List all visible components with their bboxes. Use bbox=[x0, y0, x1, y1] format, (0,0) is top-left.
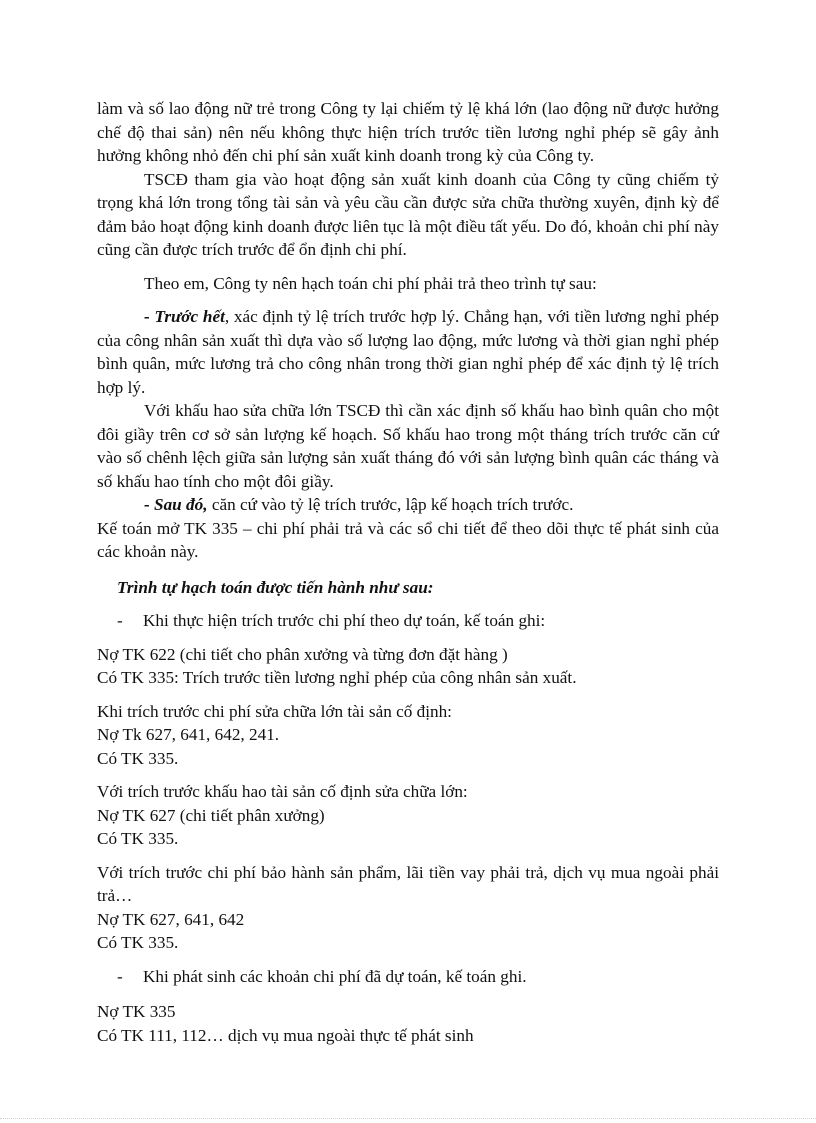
dash-bullet: - bbox=[117, 966, 123, 986]
paragraph-1: làm và số lao động nữ trẻ trong Công ty lại chiếm tỷ lệ khá lớn (lao động nữ được hưởng chế độ thai sản) nên nếu không thực hiện trích trước tiền lương nghỉ phép sẽ gây ảnh hưởng không nhỏ đến chi phí sản xuất kinh doanh trong kỳ của Công ty. bbox=[97, 99, 719, 165]
paragraph-6-lead: - Sau đó, bbox=[144, 495, 208, 514]
entry-5-credit: Có TK 111, 112… dịch vụ mua ngoài thực tế phát sinh bbox=[97, 1025, 474, 1045]
entry-1-text: Khi thực hiện trích trước chi phí theo dự toán, kế toán ghi: bbox=[143, 611, 546, 630]
entry-4-credit: Có TK 335. bbox=[97, 933, 179, 952]
dash-bullet: - bbox=[117, 611, 123, 630]
entry-4-debit: Nợ TK 627, 641, 642 bbox=[97, 909, 245, 929]
paragraph-6-text: căn cứ vào tỷ lệ trích trước, lập kế hoạch trích trước. bbox=[207, 495, 574, 514]
entry-5-line bbox=[97, 965, 719, 989]
paragraph-3: Theo em, Công ty nên hạch toán chi phí phải trả theo trình tự sau: bbox=[144, 273, 597, 293]
paragraph-2: TSCĐ tham gia vào hoạt động sản xuất kinh doanh của Công ty cũng chiếm tỷ trọng khá lớn trong tổng tài sản và yêu cầu cần được sửa chữa thường xuyên, định kỳ để đảm bảo hoạt động kinh doanh được liên tục là một điều tất yếu. Do đó, khoản chi phí này cũng cần được trích trước để ổn định chi phí. bbox=[97, 169, 719, 259]
paragraph-4-lead: - Trước hết bbox=[144, 307, 225, 326]
paragraph-4-text: , xác định tỷ lệ trích trước hợp lý. Chẳng hạn, với tiền lương nghỉ phép của công nhân sản xuất thì dựa vào số lượng lao động, mức lương và thời gian nghỉ phép bình quân, mức lương trả cho công nhân trong thời gian nghỉ phép để xác định tỷ lệ trích hợp lý. bbox=[97, 307, 719, 397]
entry-5-debit: Nợ TK 335 bbox=[97, 1002, 176, 1021]
entry-3-text: Với trích trước khấu hao tài sản cố định sửa chữa lớn: bbox=[97, 782, 468, 801]
entry-2-text: Khi trích trước chi phí sửa chữa lớn tài sản cố định: bbox=[97, 701, 452, 721]
paragraph-7: Kế toán mở TK 335 – chi phí phải trả và các sổ chi tiết để theo dõi thực tế phát sinh của các khoản này. bbox=[97, 518, 719, 561]
page-bottom-divider bbox=[0, 1118, 816, 1119]
entry-3-debit: Nợ TK 627 (chi tiết phân xưởng) bbox=[97, 805, 325, 825]
section-heading: Trình tự hạch toán được tiến hành như sau: bbox=[117, 577, 434, 597]
paragraph-4 bbox=[97, 305, 719, 399]
entry-5-text: Khi phát sinh các khoản chi phí đã dự toán, kế toán ghi. bbox=[143, 966, 527, 986]
entry-1-debit: Nợ TK 622 (chi tiết cho phân xưởng và từng đơn đặt hàng ) bbox=[97, 644, 508, 664]
entry-2-debit: Nợ Tk 627, 641, 642, 241. bbox=[97, 725, 280, 744]
entry-4-text: Với trích trước chi phí bảo hành sản phẩm, lãi tiền vay phải trả, dịch vụ mua ngoài phải trả… bbox=[97, 862, 719, 905]
entry-2-credit: Có TK 335. bbox=[97, 748, 179, 768]
entry-1-credit: Có TK 335: Trích trước tiền lương nghỉ phép của công nhân sản xuất. bbox=[97, 668, 577, 687]
entry-3-credit: Có TK 335. bbox=[97, 829, 179, 848]
paragraph-5: Với khấu hao sửa chữa lớn TSCĐ thì cần xác định số khấu hao bình quân cho một đôi giầy trên cơ sở sản lượng kế hoạch. Số khấu hao trong một tháng trích trước căn cứ vào số chênh lệch giữa sản lượng sản xuất tháng đó với sản lượng bình quân các tháng và số khấu hao tính cho một đôi giầy. bbox=[97, 401, 719, 491]
paragraph-6 bbox=[97, 493, 719, 517]
entry-1-line bbox=[97, 609, 719, 633]
document-page bbox=[97, 97, 719, 1047]
